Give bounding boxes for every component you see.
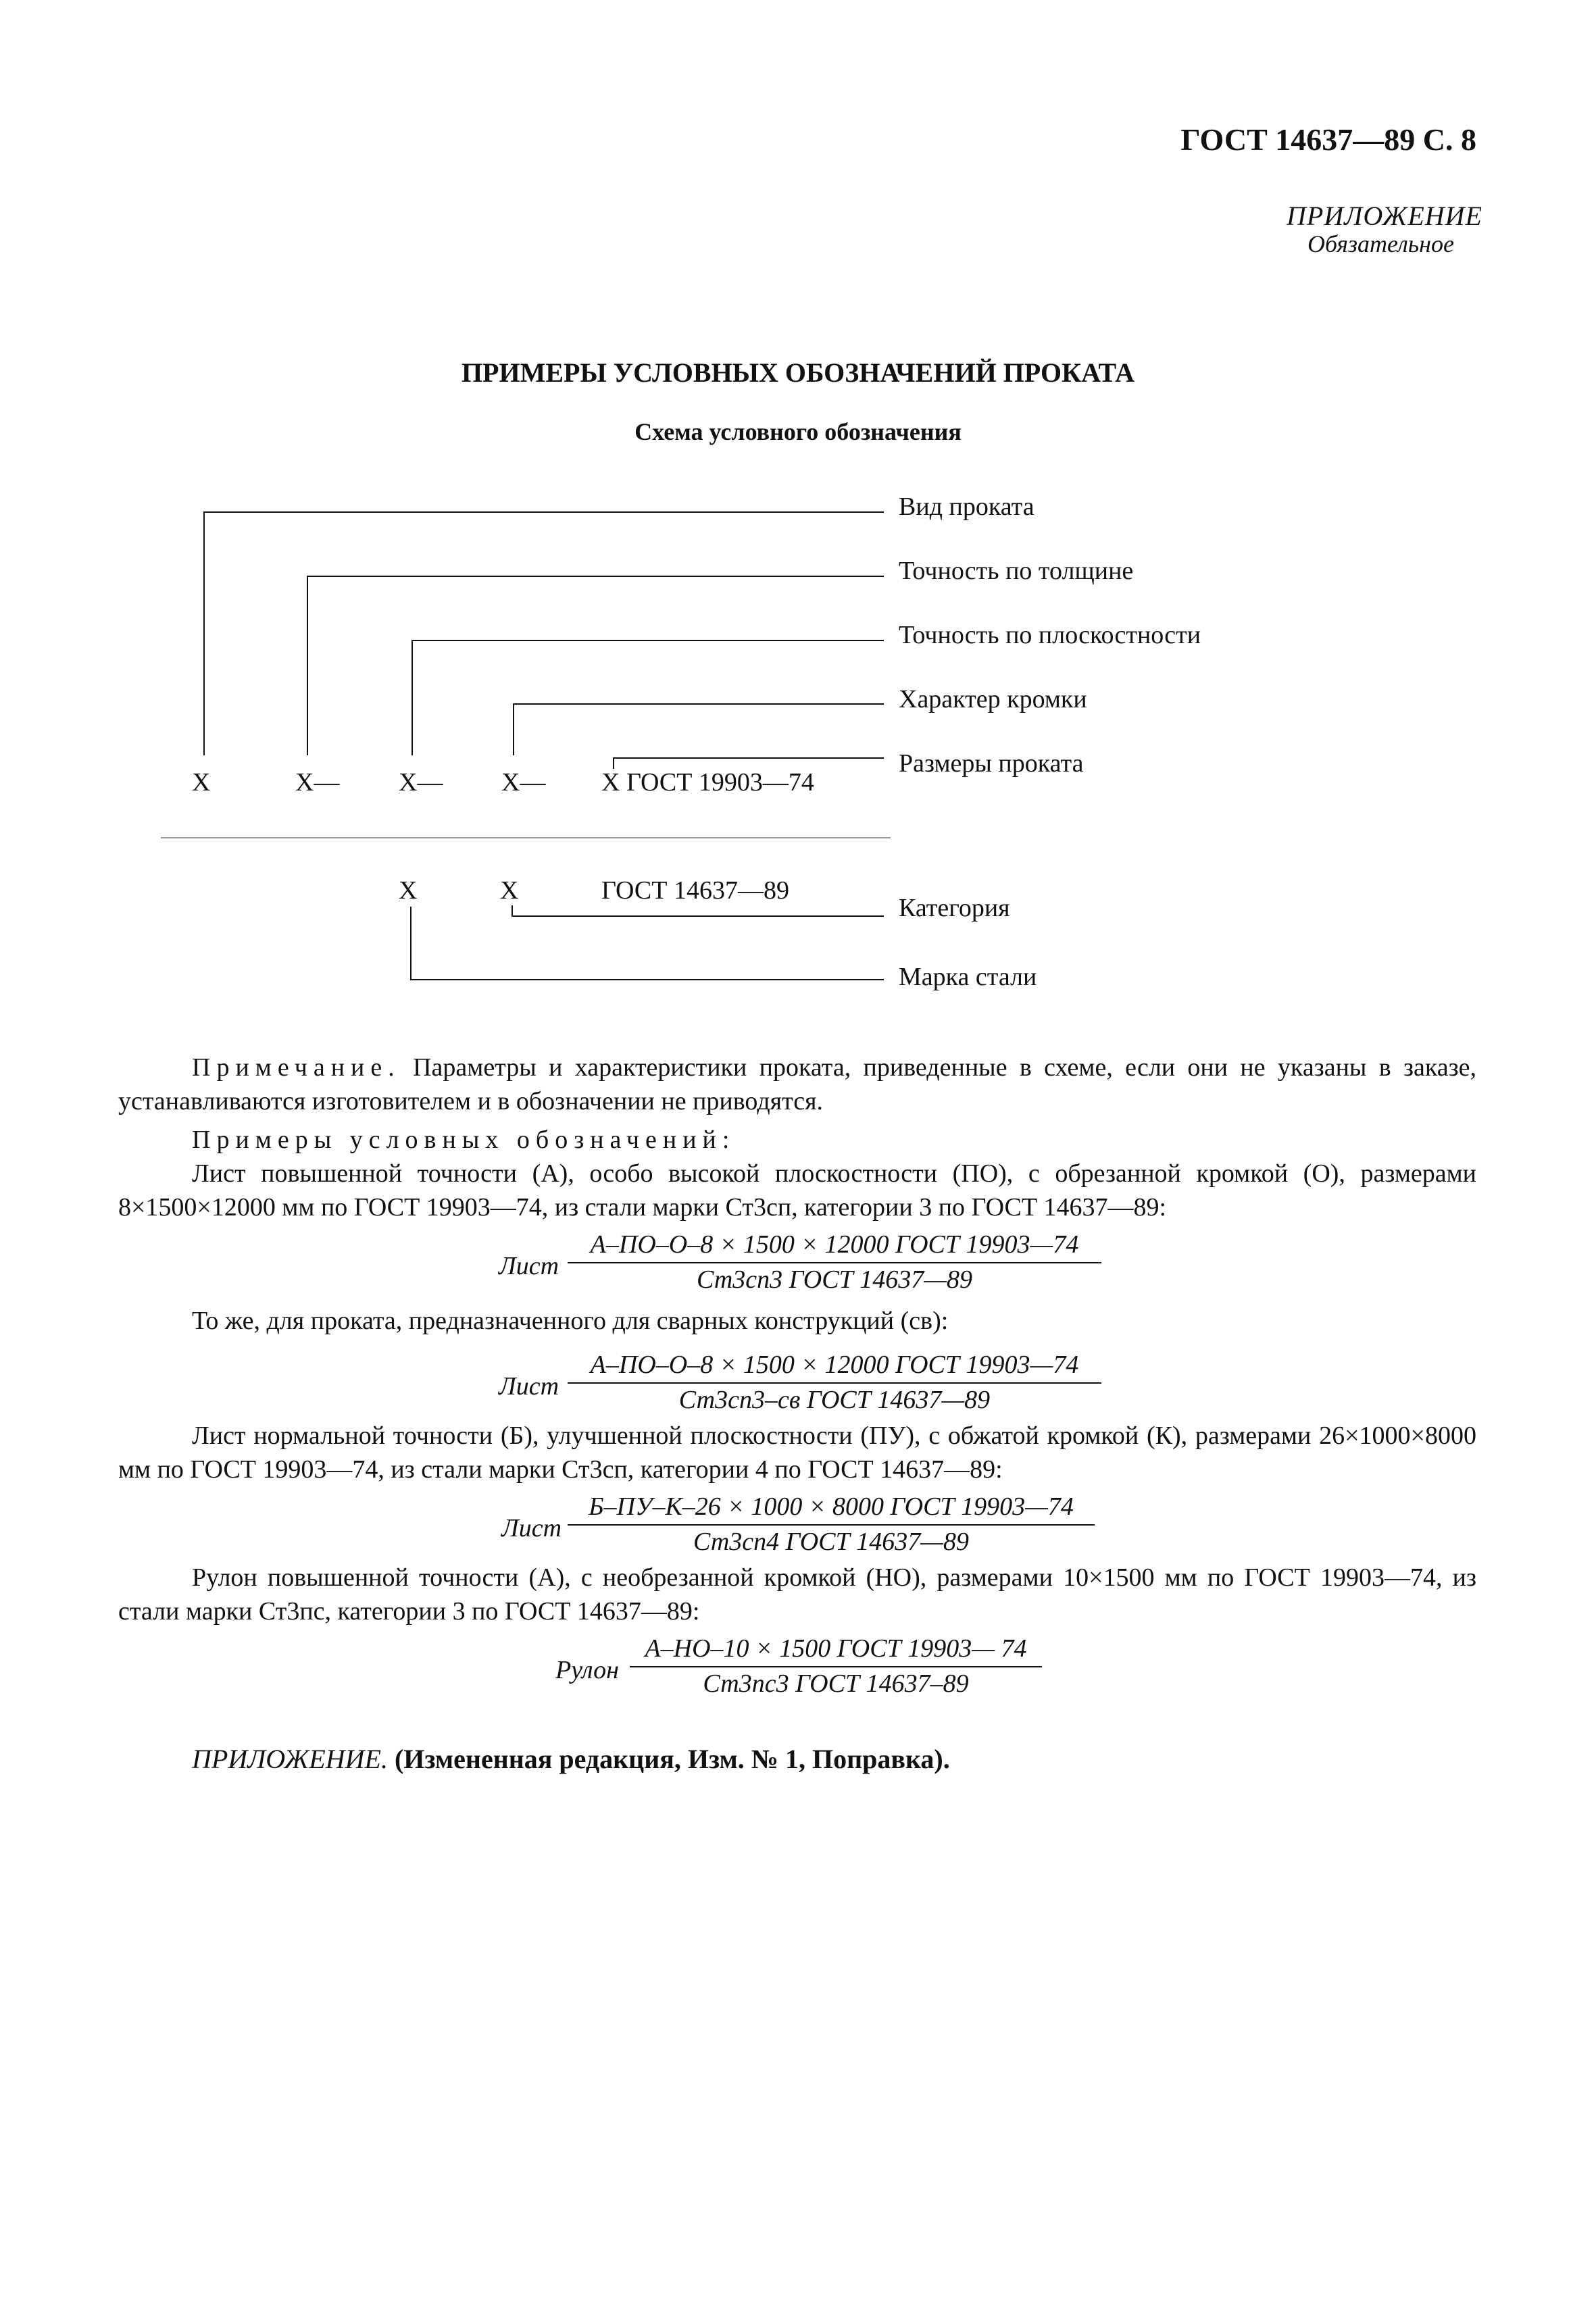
- fraction-bar: [630, 1666, 1042, 1667]
- formula-numerator: А–ПО–О–8 × 1500 × 12000 ГОСТ 19903—74: [590, 1351, 1079, 1379]
- formula-prefix: Рулон: [555, 1656, 619, 1684]
- appendix-status: Обязательное: [1307, 230, 1454, 257]
- note-paragraph: [118, 1051, 1476, 1118]
- example-description: То же, для проката, предназначенного для сварных конструкций (св):: [192, 1307, 949, 1335]
- note-label: Примечание.: [192, 1053, 401, 1082]
- revision-note-text: (Измененная редакция, Изм. № 1, Поправка).: [394, 1744, 950, 1774]
- scheme-symbol: Х: [500, 876, 519, 905]
- example-description: Рулон повышенной точности (А), с необрезанной кромкой (НО), размерами 10×1500 мм по ГОСТ 19903—74, из стали марки Ст3пс, категории 3 по ГОСТ 14637—89:: [118, 1563, 1476, 1626]
- scheme-subtitle: Схема условного обозначения: [634, 418, 962, 445]
- scheme-label-razmery: Размеры проката: [899, 749, 1084, 778]
- revision-note: [192, 1743, 950, 1775]
- formula-numerator: Б–ПУ–К–26 × 1000 × 8000 ГОСТ 19903—74: [589, 1492, 1074, 1521]
- note-text: Параметры и характеристики проката, приведенные в схеме, если они не указаны в заказе, устанавливаются изготовителем и в обозначении не приводятся.: [118, 1053, 1477, 1115]
- appendix-label: ПРИЛОЖЕНИЕ: [1287, 201, 1482, 231]
- leader-vid-prokata: [204, 512, 884, 755]
- leader-tochnost-tolshchina: [307, 576, 884, 755]
- fraction-bar: [568, 1524, 1095, 1526]
- leader-tochnost-ploskostnost: [412, 640, 884, 755]
- formula-numerator: А–НО–10 × 1500 ГОСТ 19903— 74: [645, 1634, 1027, 1663]
- scheme-label-kategoriya: Категория: [899, 894, 1010, 922]
- examples-heading: Примеры условных обозначений:: [192, 1126, 736, 1154]
- scheme-label-vid: Вид проката: [899, 493, 1034, 521]
- revision-note-label: ПРИЛОЖЕНИЕ.: [192, 1744, 388, 1774]
- example-description: Лист нормальной точности (Б), улучшенной плоскостности (ПУ), с обжатой кромкой (К), размерами 26×1000×8000 мм по ГОСТ 19903—74, из стали марки Ст3сп, категории 4 по ГОСТ 14637—89:: [118, 1422, 1476, 1484]
- fraction-bar: [568, 1262, 1101, 1263]
- leader-marka-stali: [411, 907, 884, 980]
- scheme-label-tochnost-ploskostnost: Точность по плоскостности: [899, 621, 1201, 649]
- leader-kategoriya: [512, 905, 884, 916]
- scheme-label-tochnost-tolshchina: Точность по толщине: [899, 557, 1134, 585]
- scheme-symbol-standard: ГОСТ 14637—89: [601, 876, 789, 905]
- formula-prefix: Лист: [499, 1372, 559, 1401]
- formula-denominator: Ст3сп3 ГОСТ 14637—89: [696, 1265, 973, 1294]
- scheme-symbol: Х: [399, 876, 418, 905]
- formula-prefix: Лист: [499, 1252, 559, 1280]
- formula-denominator: Ст3пс3 ГОСТ 14637–89: [703, 1669, 969, 1698]
- formula-prefix: Лист: [501, 1514, 562, 1542]
- scheme-label-kromka: Характер кромки: [899, 685, 1087, 713]
- scheme-symbol-standard: Х ГОСТ 19903—74: [601, 768, 814, 797]
- fraction-bar: [568, 1382, 1101, 1384]
- scheme-symbol: Х—: [501, 768, 546, 797]
- scheme-symbol: Х—: [399, 768, 443, 797]
- document-code: ГОСТ 14637—89 С. 8: [1180, 122, 1476, 157]
- scheme-symbol: Х: [192, 768, 211, 797]
- scheme-diagram: [0, 0, 1596, 1054]
- formula-denominator: Ст3сп4 ГОСТ 14637—89: [693, 1528, 970, 1556]
- formula-numerator: А–ПО–О–8 × 1500 × 12000 ГОСТ 19903—74: [590, 1230, 1079, 1259]
- leader-kharakter-kromki: [514, 704, 884, 755]
- page-title: ПРИМЕРЫ УСЛОВНЫХ ОБОЗНАЧЕНИЙ ПРОКАТА: [461, 357, 1135, 388]
- example-description: Лист повышенной точности (А), особо высокой плоскостности (ПО), с обрезанной кромкой (О), размерами 8×1500×12000 мм по ГОСТ 19903—74, из стали марки Ст3сп, категории 3 по ГОСТ 14637—89:: [118, 1159, 1476, 1222]
- scheme-label-marka-stali: Марка стали: [899, 963, 1037, 991]
- formula-denominator: Ст3сп3–св ГОСТ 14637—89: [678, 1386, 991, 1414]
- scheme-symbol: Х—: [295, 768, 340, 797]
